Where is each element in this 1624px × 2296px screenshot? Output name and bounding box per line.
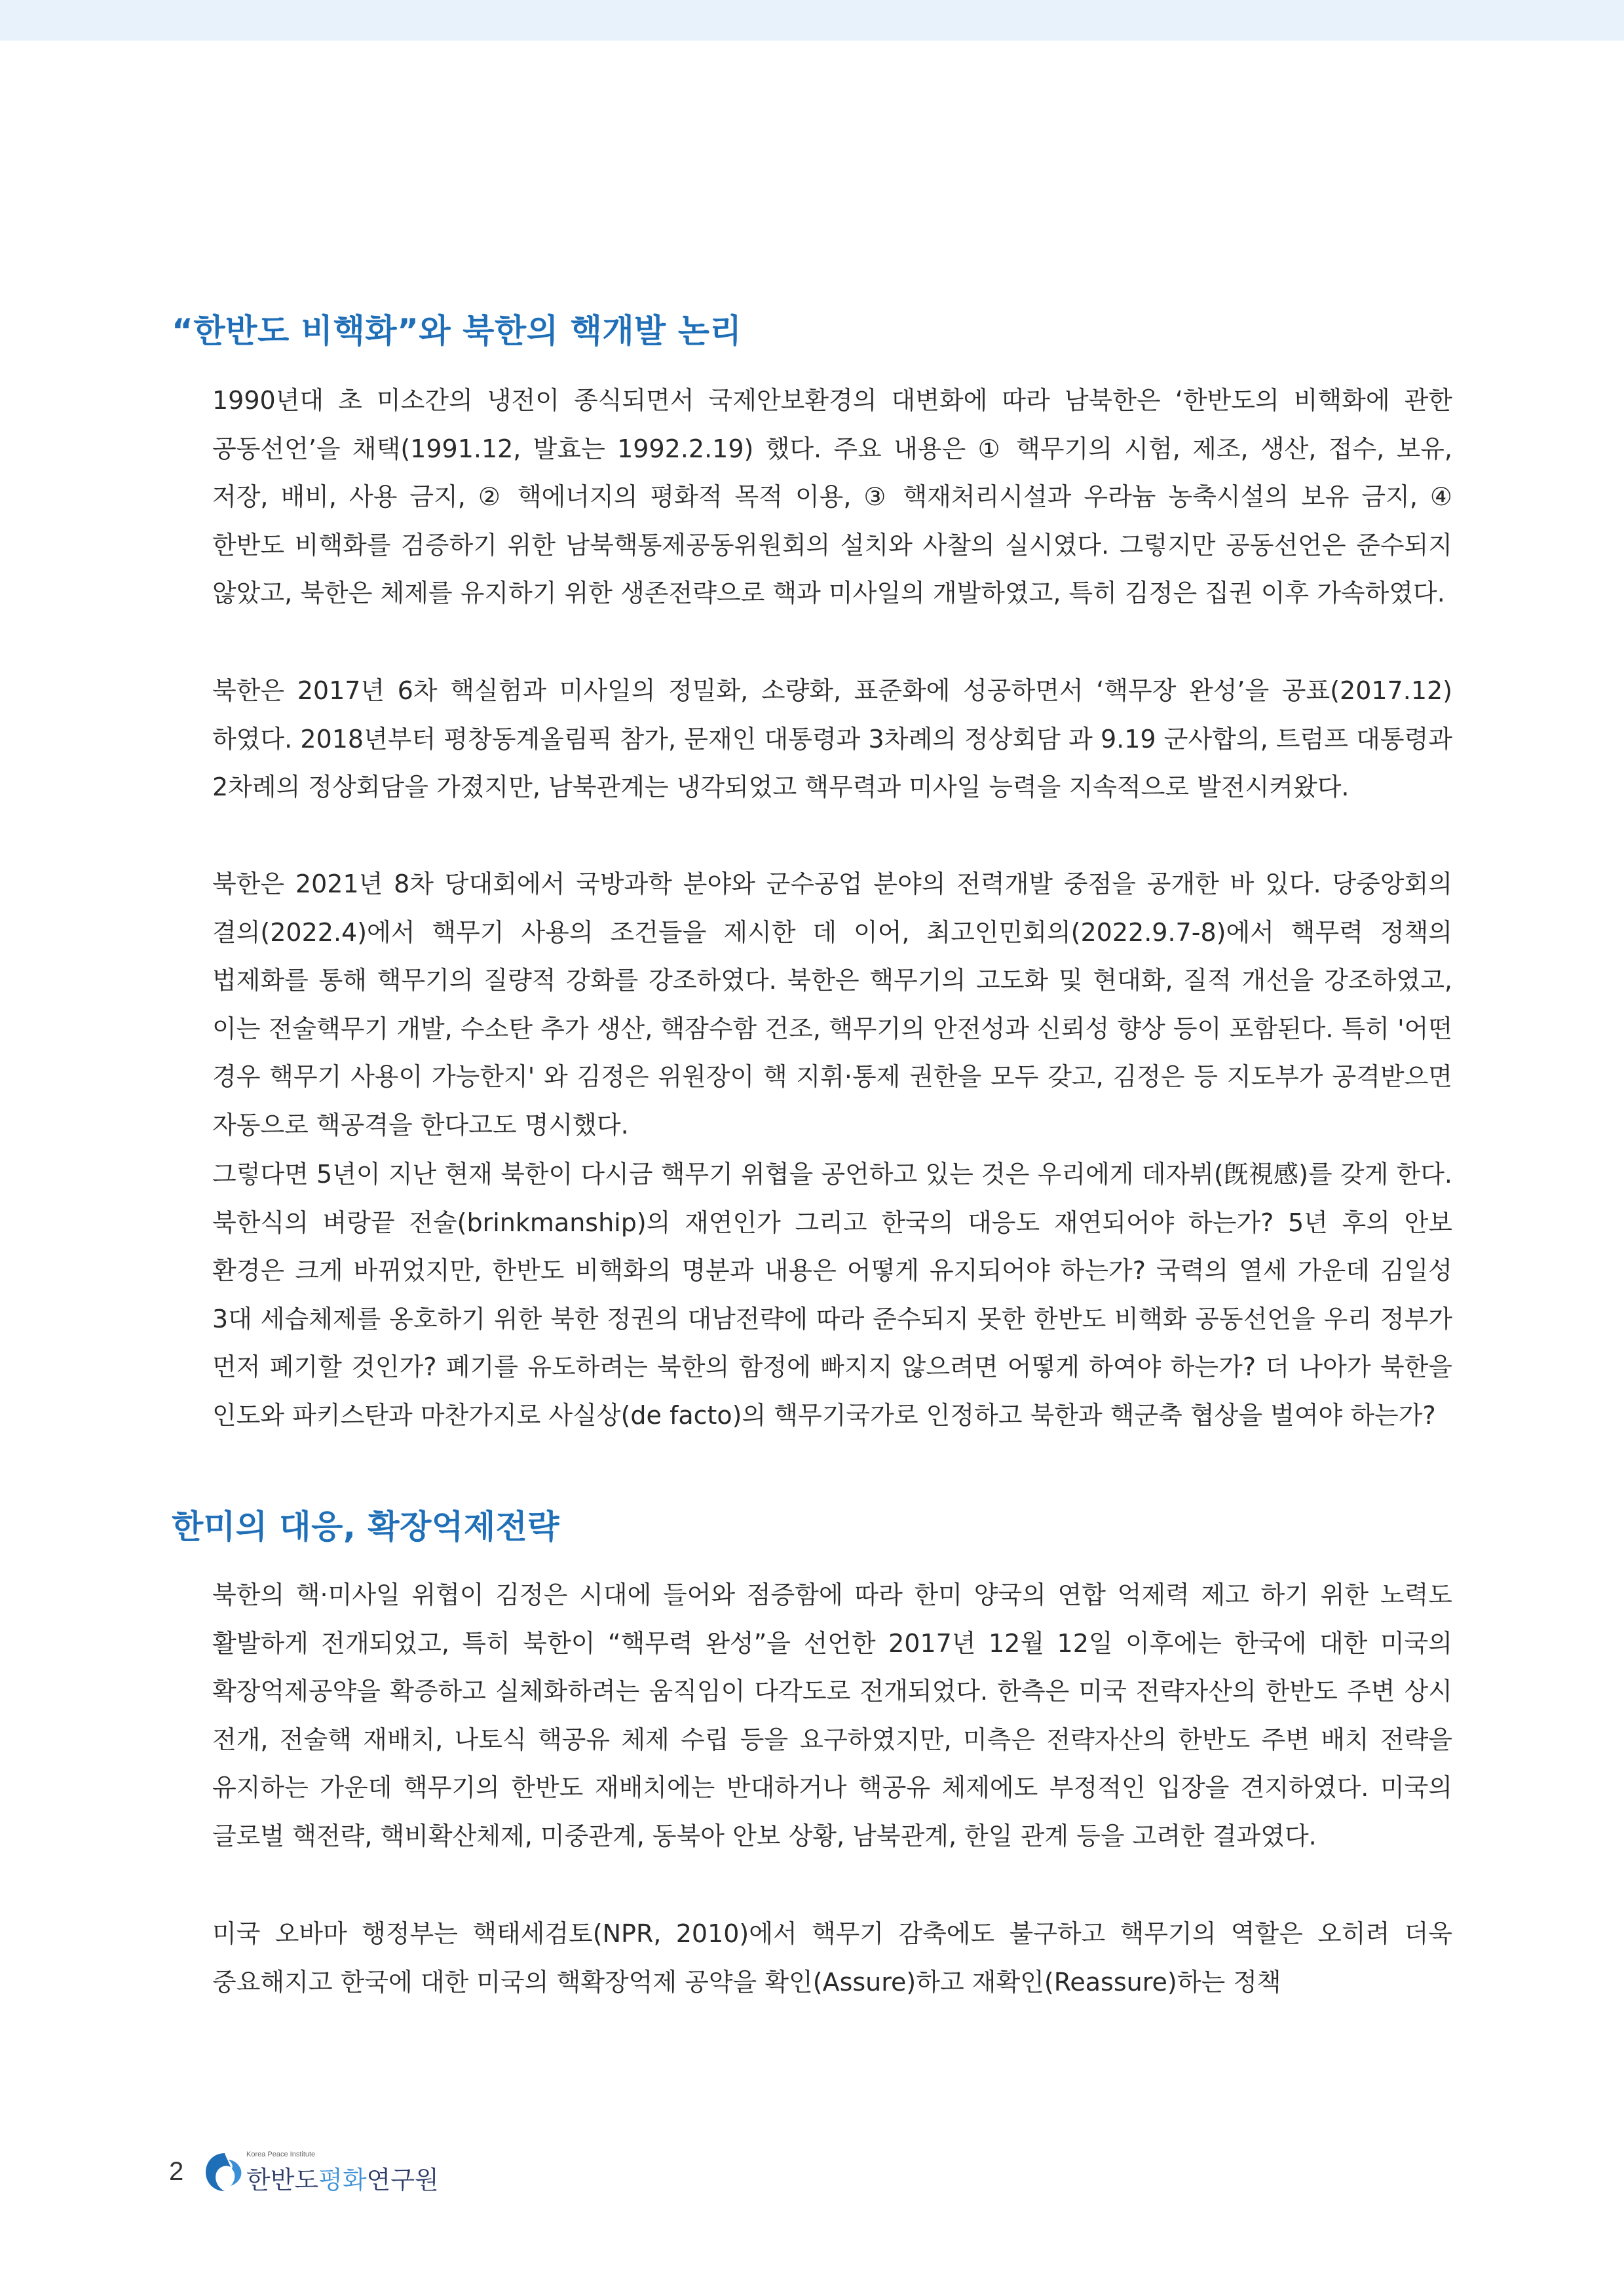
page-number: 2 [169,2157,184,2186]
logo-text-part: 평화 [318,2166,367,2194]
logo-korean-text [246,2160,439,2196]
paragraph: 미국 오바마 행정부는 핵태세검토(NPR, 2010)에서 핵무기 감축에도 불구하고 핵무기의 역할은 오히려 더욱 중요해지고 한국에 대한 미국의 핵확장억제 공약을 확인(Assure)하고 재확인(Reassure)하는 정책 [212,1919,1452,1997]
section-extended-deterrence [172,1501,1452,2012]
paragraph: 북한은 2021년 8차 당대회에서 국방과학 분야와 군수공업 분야의 전력개발 중점을 공개한 바 있다. 당중앙회의 결의(2022.4)에서 핵무기 사용의 조건들을 제시한 데 이어, 최고인민회의(2022.9.7-8)에서 핵무력 정책의 법제화를 통해 핵무기의 질량적 강화를 강조하였다. 북한은 핵무기의 고도화 및 현대화, 질적 개선을 강조하였고, 이는 전술핵무기 개발, 수소탄 추가 생산, 핵잠수함 건조, 핵무기의 안전성과 신뢰성 향상 등이 포함된다. 특히 '어떤 경우 핵무기 사용이 가능한지' 와 김정은 위원장이 핵 지휘·통제 권한을 모두 갖고, 김정은 등 지도부가 공격받으면 자동으로 핵공격을 한다고도 명시했다. [212,870,1452,1139]
section-title: “한반도 비핵화”와 북한의 핵개발 논리 [172,312,742,350]
logo-text-part: 연구원 [366,2166,439,2194]
section-title: 한미의 대응, 확장억제전략 [172,1508,560,1546]
page-footer [169,2149,562,2195]
paragraph: 1990년대 초 미소간의 냉전이 종식되면서 국제안보환경의 대변화에 따라 남북한은 ‘한반도의 비핵화에 관한 공동선언’을 채택(1991.12, 발효는 1992.2.19) 했다. 주요 내용은 ① 핵무기의 시험, 제조, 생산, 접수, 보유, 저장, 배비, 사용 금지, ② 핵에너지의 평화적 목적 이용, ③ 핵재처리시설과 우라늄 농축시설의 보유 금지, ④ 한반도 비핵화를 검증하기 위한 남북핵통제공동위원회의 설치와 사찰의 실시였다. 그렇지만 공동선언은 준수되지 않았고, 북한은 체제를 유지하기 위한 생존전략으로 핵과 미사일의 개발하였고, 특히 김정은 집권 이후 가속하였다. [212,386,1452,607]
section-denuclearization [172,305,1452,1458]
logo-text-part: 한반도 [246,2166,319,2194]
paragraph: 그렇다면 5년이 지난 현재 북한이 다시금 핵무기 위협을 공언하고 있는 것은 우리에게 데자뷔(旣視感)를 갖게 한다. 북한식의 벼랑끝 전술(brinkmanship)의 재연인가 그리고 한국의 대응도 재연되어야 하는가? 5년 후의 안보 환경은 크게 바뀌었지만, 한반도 비핵화의 명분과 내용은 어떻게 유지되어야 하는가? 국력의 열세 가운데 김일성 3대 세습체제를 옹호하기 위한 북한 정권의 대남전략에 따라 준수되지 못한 한반도 비핵화 공동선언을 우리 정부가 먼저 폐기할 것인가? 폐기를 유도하려는 북한의 함정에 빠지지 않으려면 어떻게 하여야 하는가? 더 나아가 북한을 인도와 파키스탄과 마찬가지로 사실상(de facto)의 핵무기국가로 인정하고 북한과 핵군축 협상을 벌여야 하는가? [212,1160,1452,1430]
top-band [0,0,1624,41]
peace-institute-logo-icon [202,2149,248,2195]
paragraph: 북한의 핵·미사일 위협이 김정은 시대에 들어와 점증함에 따라 한미 양국의 연합 억제력 제고 하기 위한 노력도 활발하게 전개되었고, 특히 북한이 “핵무력 완성”을 선언한 2017년 12월 12일 이후에는 한국에 대한 미국의 확장억제공약을 확증하고 실체화하려는 움직임이 다각도로 전개되었다. 한측은 미국 전략자산의 한반도 주변 상시 전개, 전술핵 재배치, 나토식 핵공유 체제 수립 등을 요구하였지만, 미측은 전략자산의 한반도 주변 배치 전략을 유지하는 가운데 핵무기의 한반도 재배치에는 반대하거나 핵공유 체제에도 부정적인 입장을 견지하였다. 미국의 글로벌 핵전략, 핵비확산체제, 미중관계, 동북아 안보 상황, 남북관계, 한일 관계 등을 고려한 결과였다. [212,1580,1452,1850]
logo-english-text: Korea Peace Institute [246,2151,316,2158]
paragraph: 북한은 2017년 6차 핵실험과 미사일의 정밀화, 소량화, 표준화에 성공하면서 ‘핵무장 완성’을 공표(2017.12)하였다. 2018년부터 평창동계올림픽 참가, 문재인 대통령과 3차례의 정상회담 과 9.19 군사합의, 트럼프 대통령과 2차례의 정상회담을 가졌지만, 남북관계는 냉각되었고 핵무력과 미사일 능력을 지속적으로 발전시켜왔다. [212,676,1452,801]
